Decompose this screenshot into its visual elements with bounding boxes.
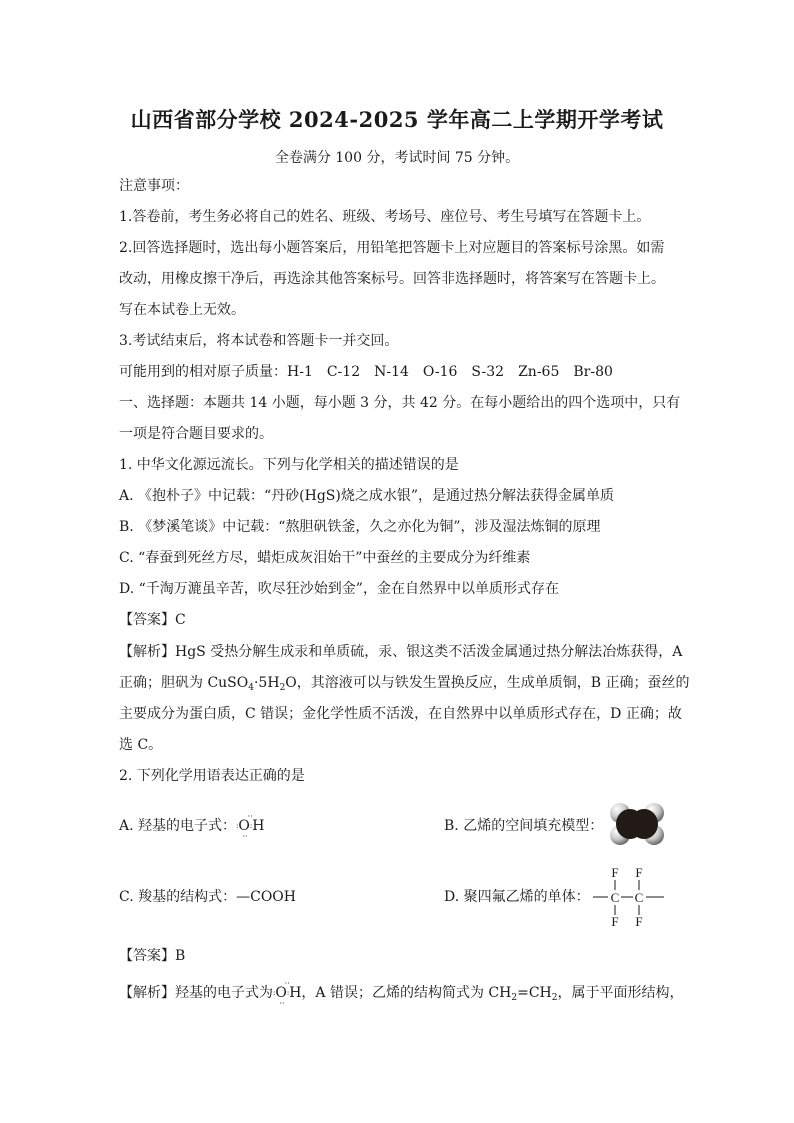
q1-analysis-line-1: 【解析】HgS 受热分解生成汞和单质硫，汞、银这类不活泼金属通过热分解法冶炼获得，A (119, 644, 683, 660)
q1-answer: 【答案】C (119, 612, 186, 628)
ethylene-space-filling-model-icon (606, 802, 668, 846)
hydroxyl-electron-formula: ·· :O:H ·· (236, 812, 265, 841)
notice-heading: 注意事项： (119, 178, 189, 194)
page-title: 山西省部分学校 2024-2025 学年高二上学期开学考试 (130, 107, 664, 132)
q1-option-a: A. 《抱朴子》中记载：“丹砂(HgS)烧之成水银”，是通过热分解法获得金属单质 (119, 488, 615, 504)
structure-atom-f: F (635, 865, 643, 880)
q1-option-d: D. “千淘万漉虽辛苦，吹尽狂沙始到金”，金在自然界中以单质形式存在 (119, 581, 559, 597)
q2-stem: 2. 下列化学用语表达正确的是 (119, 768, 305, 784)
q2-option-b: B. 乙烯的空间填充模型： (444, 818, 604, 834)
tetrafluoroethylene-structure-diagram (590, 862, 670, 932)
structure-atom-f: F (611, 914, 619, 929)
q2-analysis-line-1: 【解析】羟基的电子式为 ·· :O:H ·· ，A 错误；乙烯的结构简式为 $CH_2=CH_2$，属于平面形结构， (119, 979, 684, 1008)
notice-item-2-line-1: 2.回答选择题时，选出每小题答案后，用铅笔把答题卡上对应题目的答案标号涂黑。如需 (119, 240, 665, 256)
q2-option-d: D. 聚四氟乙烯的单体： (444, 889, 590, 905)
q1-analysis-line-3: 主要成分为蛋白质，C 错误；金化学性质不活泼，在自然界中以单质形式存在，D 正确；故 (119, 706, 682, 722)
atomic-masses: 可能用到的相对原子质量：H-1 C-12 N-14 O-16 S-32 Zn-65 Br-80 (119, 364, 613, 380)
q2-answer: 【答案】B (119, 948, 186, 964)
q2-option-a: A. 羟基的电子式： ·· :O:H ·· (119, 812, 265, 841)
structure-atom-c: C (610, 890, 620, 905)
q1-stem: 1. 中华文化源远流长。下列与化学相关的描述错误的是 (119, 457, 459, 473)
q1-option-b: B. 《梦溪笔谈》中记载：“熬胆矾铁釜，久之亦化为铜”，涉及湿法炼铜的原理 (119, 519, 601, 535)
exam-subtitle: 全卷满分 100 分，考试时间 75 分钟。 (274, 150, 520, 166)
notice-item-2-line-3: 写在本试卷上无效。 (119, 302, 245, 318)
analysis-label: 【解析】 (119, 985, 175, 1001)
structure-atom-f: F (635, 914, 643, 929)
section-1-line-2: 一项是符合题目要求的。 (119, 426, 273, 442)
notice-item-3: 3.考试结束后，将本试卷和答题卡一并交回。 (119, 333, 399, 349)
q1-analysis-line-4: 选 C。 (119, 737, 163, 753)
hydroxyl-electron-formula: ·· :O:H ·· (273, 979, 302, 1008)
structure-atom-f: F (611, 865, 619, 880)
q1-option-c: C. “春蚕到死丝方尽，蜡炬成灰泪始干”中蚕丝的主要成分为纤维素 (119, 550, 531, 566)
notice-item-2-line-2: 改动，用橡皮擦干净后，再选涂其他答案标号。回答非选择题时，将答案写在答题卡上。 (119, 271, 665, 287)
section-1-line-1: 一、选择题：本题共 14 小题，每小题 3 分，共 42 分。在每小题给出的四个选项中，只有 (119, 395, 681, 411)
structure-atom-c: C (634, 890, 644, 905)
analysis-label: 【解析】 (119, 644, 175, 660)
notice-item-1: 1.答卷前，考生务必将自己的姓名、班级、考场号、座位号、考生号填写在答题卡上。 (119, 209, 651, 225)
q2-option-c: C. 羧基的结构式：—COOH (119, 889, 296, 905)
q1-analysis-line-2: 正确；胆矾为 $CuSO_4\cdot 5H_2O$，其溶液可以与铁发生置换反应，生成单质铜，B 正确；蚕丝的 (119, 675, 690, 693)
